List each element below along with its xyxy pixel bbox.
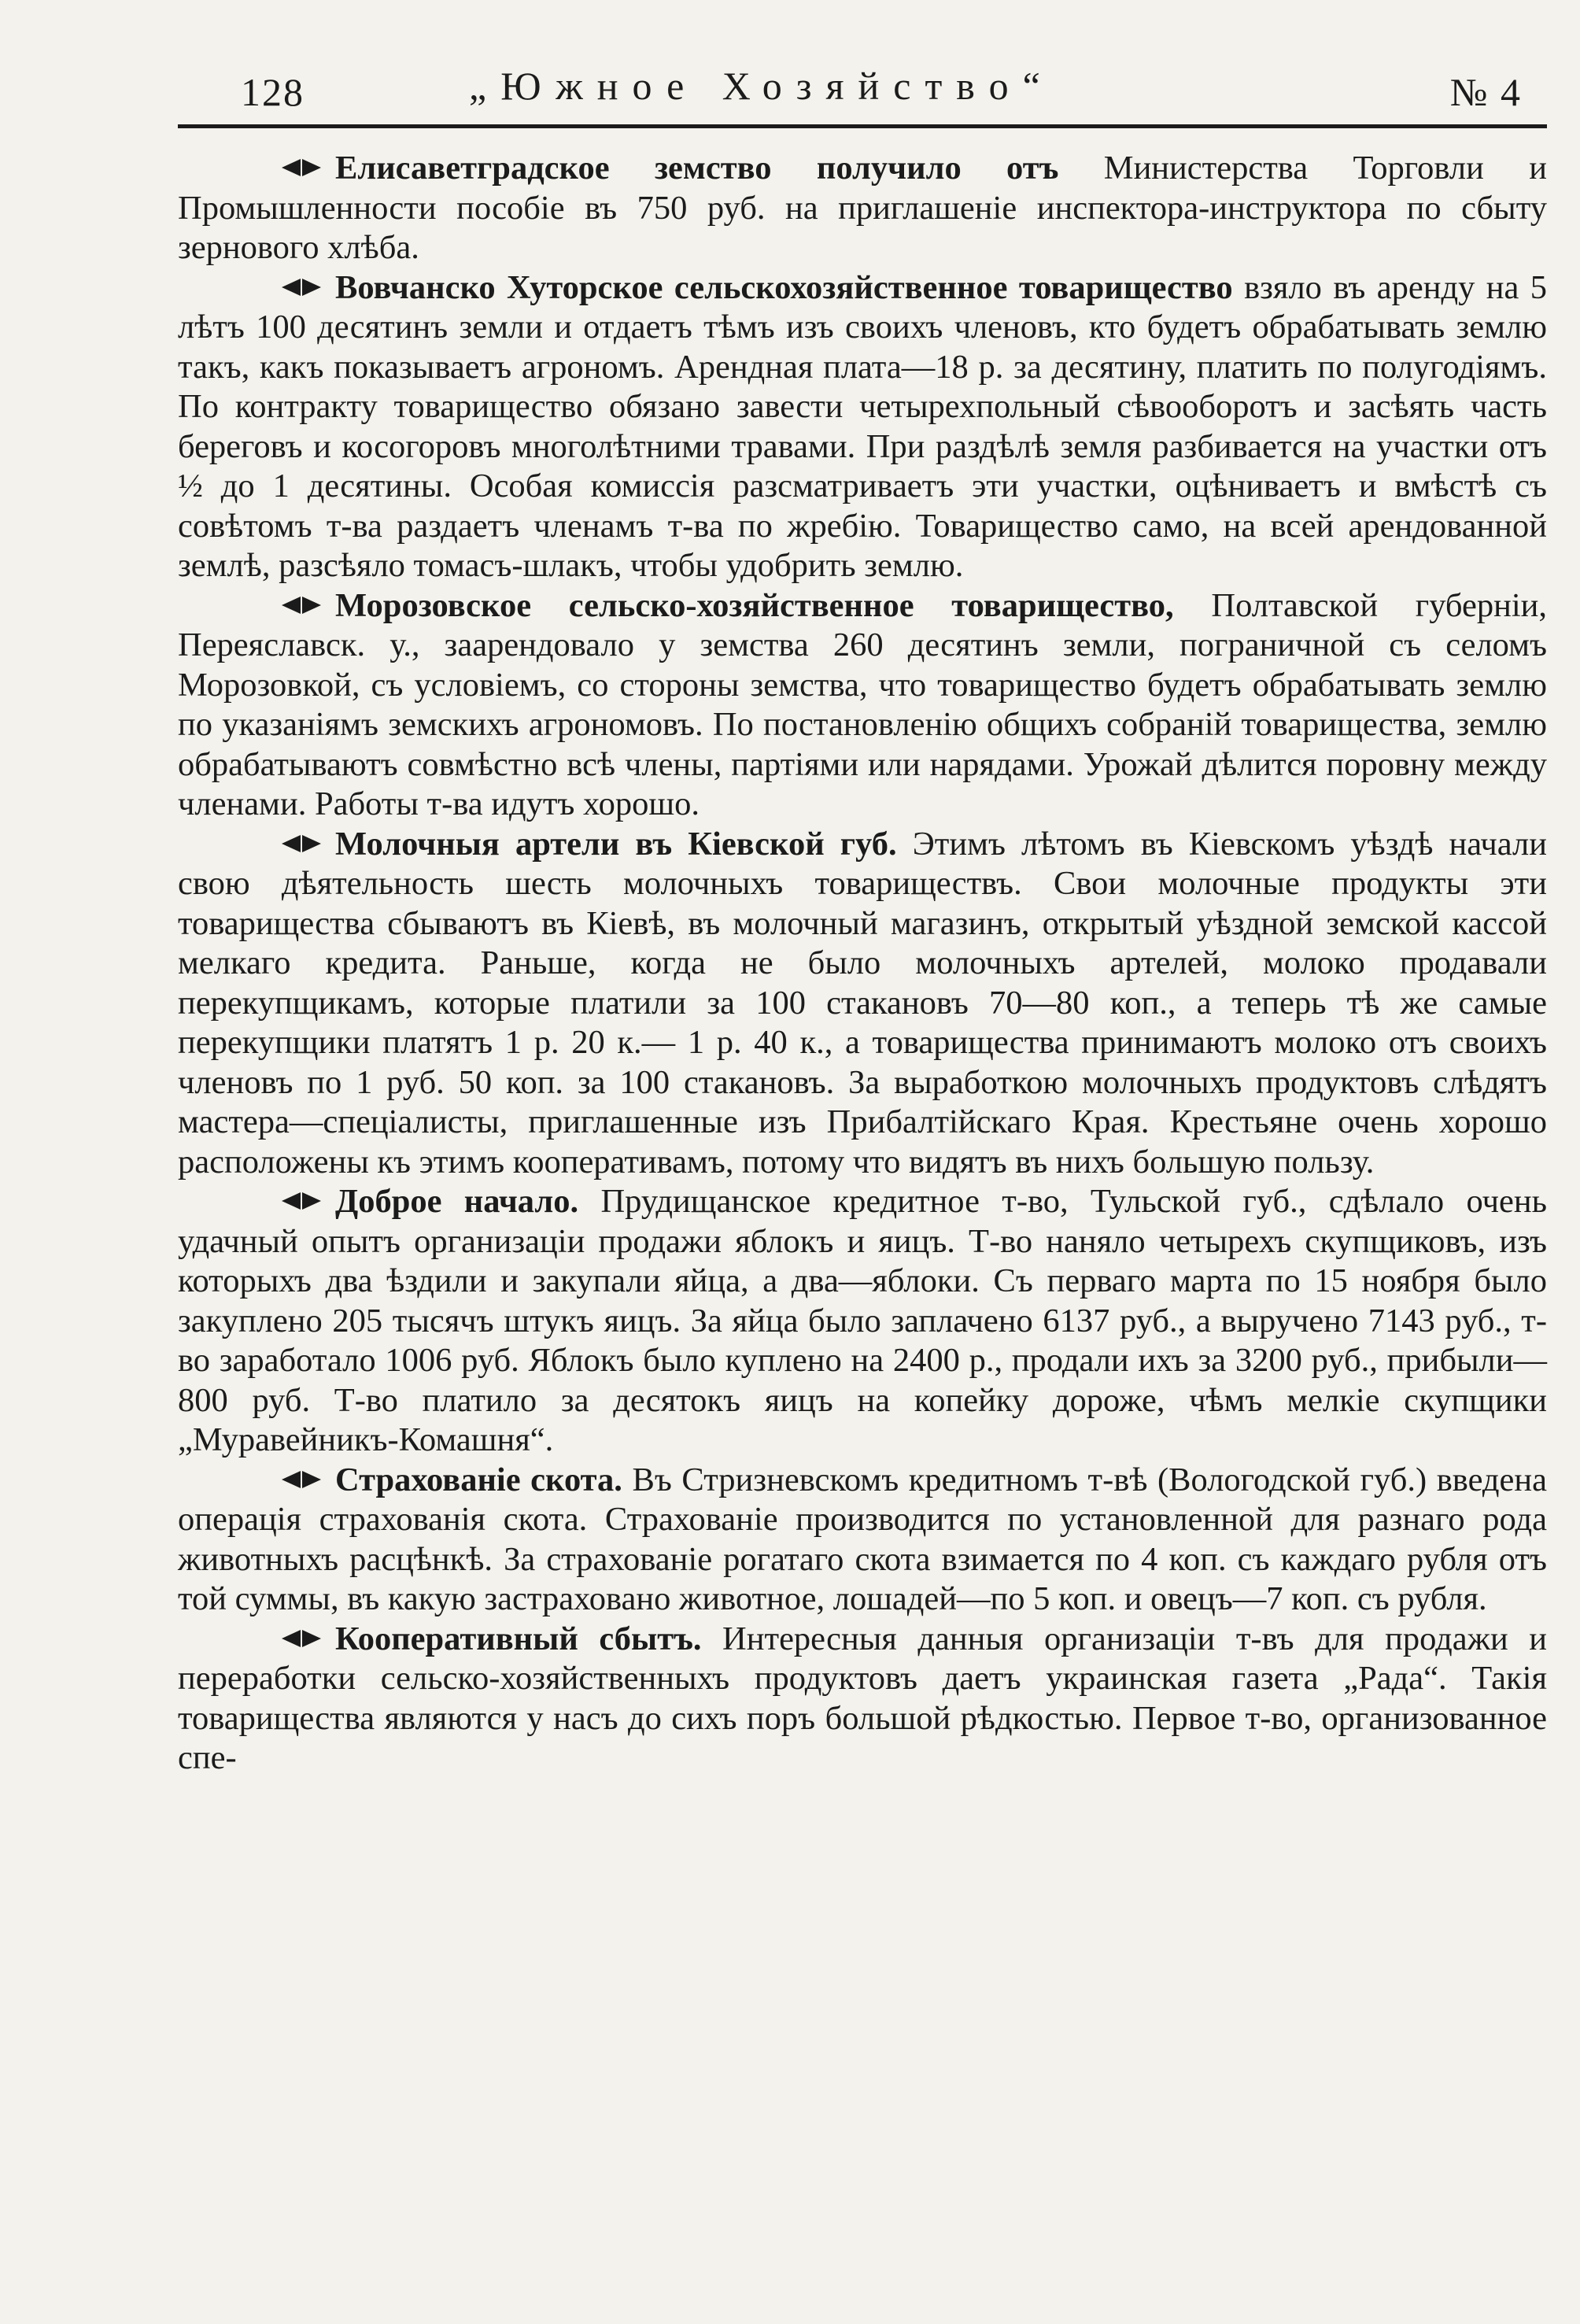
news-item-lead: Страхованіе скота. bbox=[335, 1461, 622, 1498]
header-rule bbox=[178, 124, 1547, 128]
news-item-text: Прудищанское кредитное т-во, Тульской губ., сдѣлало очень удачный опытъ организаціи продажи яблокъ и яицъ. Т-во наняло четырехъ скупщиковъ, изъ которыхъ два ѣздили и закупали яйца, а два—яблоки. Съ перваго марта по 15 ноября было закуплено 205 тысячъ штукъ яицъ. За яйца было заплачено 6137 руб., а выручено 7143 руб., т-во заработало 1006 руб. Яблокъ было куплено на 2400 р., продали ихъ за 3200 руб., прибыли—800 руб. Т-во платило за десятокъ яицъ на копейку дороже, чѣмъ мелкіе скупщики „Муравейникъ-Комашня“. bbox=[178, 1183, 1547, 1458]
news-item-vovchansk bbox=[178, 268, 1547, 586]
news-item-lead: Елисаветградское земство получило отъ bbox=[335, 150, 1059, 187]
news-item-text: взяло въ аренду на 5 лѣтъ 100 десятинъ земли и отдаетъ тѣмъ изъ своихъ членовъ, кто будетъ обрабатывать землю такъ, какъ показываетъ агрономъ. Арендная плата—18 р. за десятину, платить по полугодіямъ. По контракту товарищество обязано завести четырехпольный сѣвооборотъ и засѣять часть береговъ и косогоровъ многолѣтними травами. При раздѣлѣ земля разбивается на участки отъ ½ до 1 десятины. Особая комиссія разсматриваетъ эти участки, оцѣниваетъ и вмѣстѣ съ совѣтомъ т-ва раздаетъ членамъ т-ва по жребію. Товарищество само, на всей арендованной землѣ, разсѣяло томасъ-шлакъ, чтобы удобрить землю. bbox=[178, 268, 1547, 584]
news-item-lead: Молочныя артели въ Кіевской губ. bbox=[335, 825, 897, 863]
news-item-dairy-artels bbox=[178, 825, 1547, 1183]
bullet-ornament-icon bbox=[282, 835, 321, 852]
news-item-text: Министерства Торговли и Промышленности пособіе въ 750 руб. на приглашеніе инспектора-инструктора по сбыту зернового хлѣба. bbox=[178, 150, 1547, 266]
news-item-cooperative-sales bbox=[178, 1620, 1547, 1779]
news-item-cattle-insurance bbox=[178, 1461, 1547, 1620]
bullet-ornament-icon bbox=[282, 159, 321, 176]
news-item-lead: Кооперативный сбытъ. bbox=[335, 1620, 702, 1657]
news-item-lead: Доброе начало. bbox=[335, 1183, 579, 1220]
bullet-ornament-icon bbox=[282, 1192, 321, 1210]
page-number: 128 bbox=[241, 70, 305, 114]
news-item-good-start bbox=[178, 1182, 1547, 1461]
news-item-text: Въ Стризневскомъ кредитномъ т-вѣ (Вологодской губ.) введена операція страхованія скота. Страхованіе производится по установленной для разнаго рода животныхъ расцѣнкѣ. За страхованіе рогатаго скота взимается по 4 коп. съ каждаго рубля отъ той суммы, въ какую застраховано животное, лошадей—по 5 коп. и овецъ—7 коп. съ рубля. bbox=[178, 1461, 1547, 1617]
news-item-text: Интересныя данныя организаціи т-въ для продажи и переработки сельско-хозяйственныхъ продуктовъ даетъ украинская газета „Рада“. Такія товарищества являются у насъ до сихъ поръ большой рѣдкостью. Первое т-во, организованное спе- bbox=[178, 1620, 1548, 1776]
news-item-text: Полтавской губерніи, Переяславск. у., заарендовало у земства 260 десятинъ земли, пограничной съ селомъ Морозовкой, съ условіемъ, со стороны земства, что товарищество будетъ обрабатывать землю по указаніямъ земскихъ агрономовъ. По постановленію общихъ собраній товарищества, землю обрабатываютъ совмѣстно всѣ члены, партіями или нарядами. Урожай дѣлится поровну между членами. Работы т-ва идутъ хорошо. bbox=[178, 586, 1547, 822]
news-item-text: Этимъ лѣтомъ въ Кіевскомъ уѣздѣ начали свою дѣятельность шесть молочныхъ товариществъ. Свои молочные продукты эти товарищества сбываютъ въ Кіевѣ, въ молочный магазинъ, открытый уѣздной земской кассой мелкаго кредита. Раньше, когда не было молочныхъ артелей, молоко продавали перекупщикамъ, которые платили за 100 стакановъ 70—80 коп., а теперь тѣ же самые перекупщики платятъ 1 р. 20 к.— 1 р. 40 к., а товарищества принимаютъ молоко отъ своихъ членовъ по 1 руб. 50 коп. за 100 стакановъ. За выработкою молочныхъ продуктовъ слѣдятъ мастера—спеціалисты, приглашенные изъ Прибалтійскаго Края. Крестьяне очень хорошо расположены къ этимъ кооперативамъ, потому что видятъ въ нихъ большую пользу. bbox=[178, 825, 1547, 1180]
article-column bbox=[178, 149, 1547, 1779]
news-item-morozovskoe bbox=[178, 586, 1547, 825]
journal-title: „Южное Хозяйство“ bbox=[469, 64, 1054, 108]
news-item-elisavetgrad bbox=[178, 149, 1547, 268]
news-item-lead: Вовчанско Хуторское сельскохозяйственное товарищество bbox=[335, 268, 1233, 306]
bullet-ornament-icon bbox=[282, 1471, 321, 1488]
bullet-ornament-icon bbox=[282, 597, 321, 614]
running-header bbox=[178, 63, 1547, 120]
issue-number: № 4 bbox=[1449, 70, 1522, 114]
news-item-lead: Морозовское сельско-хозяйственное товарищество, bbox=[335, 586, 1174, 624]
bullet-ornament-icon bbox=[282, 279, 321, 296]
bullet-ornament-icon bbox=[282, 1630, 321, 1647]
